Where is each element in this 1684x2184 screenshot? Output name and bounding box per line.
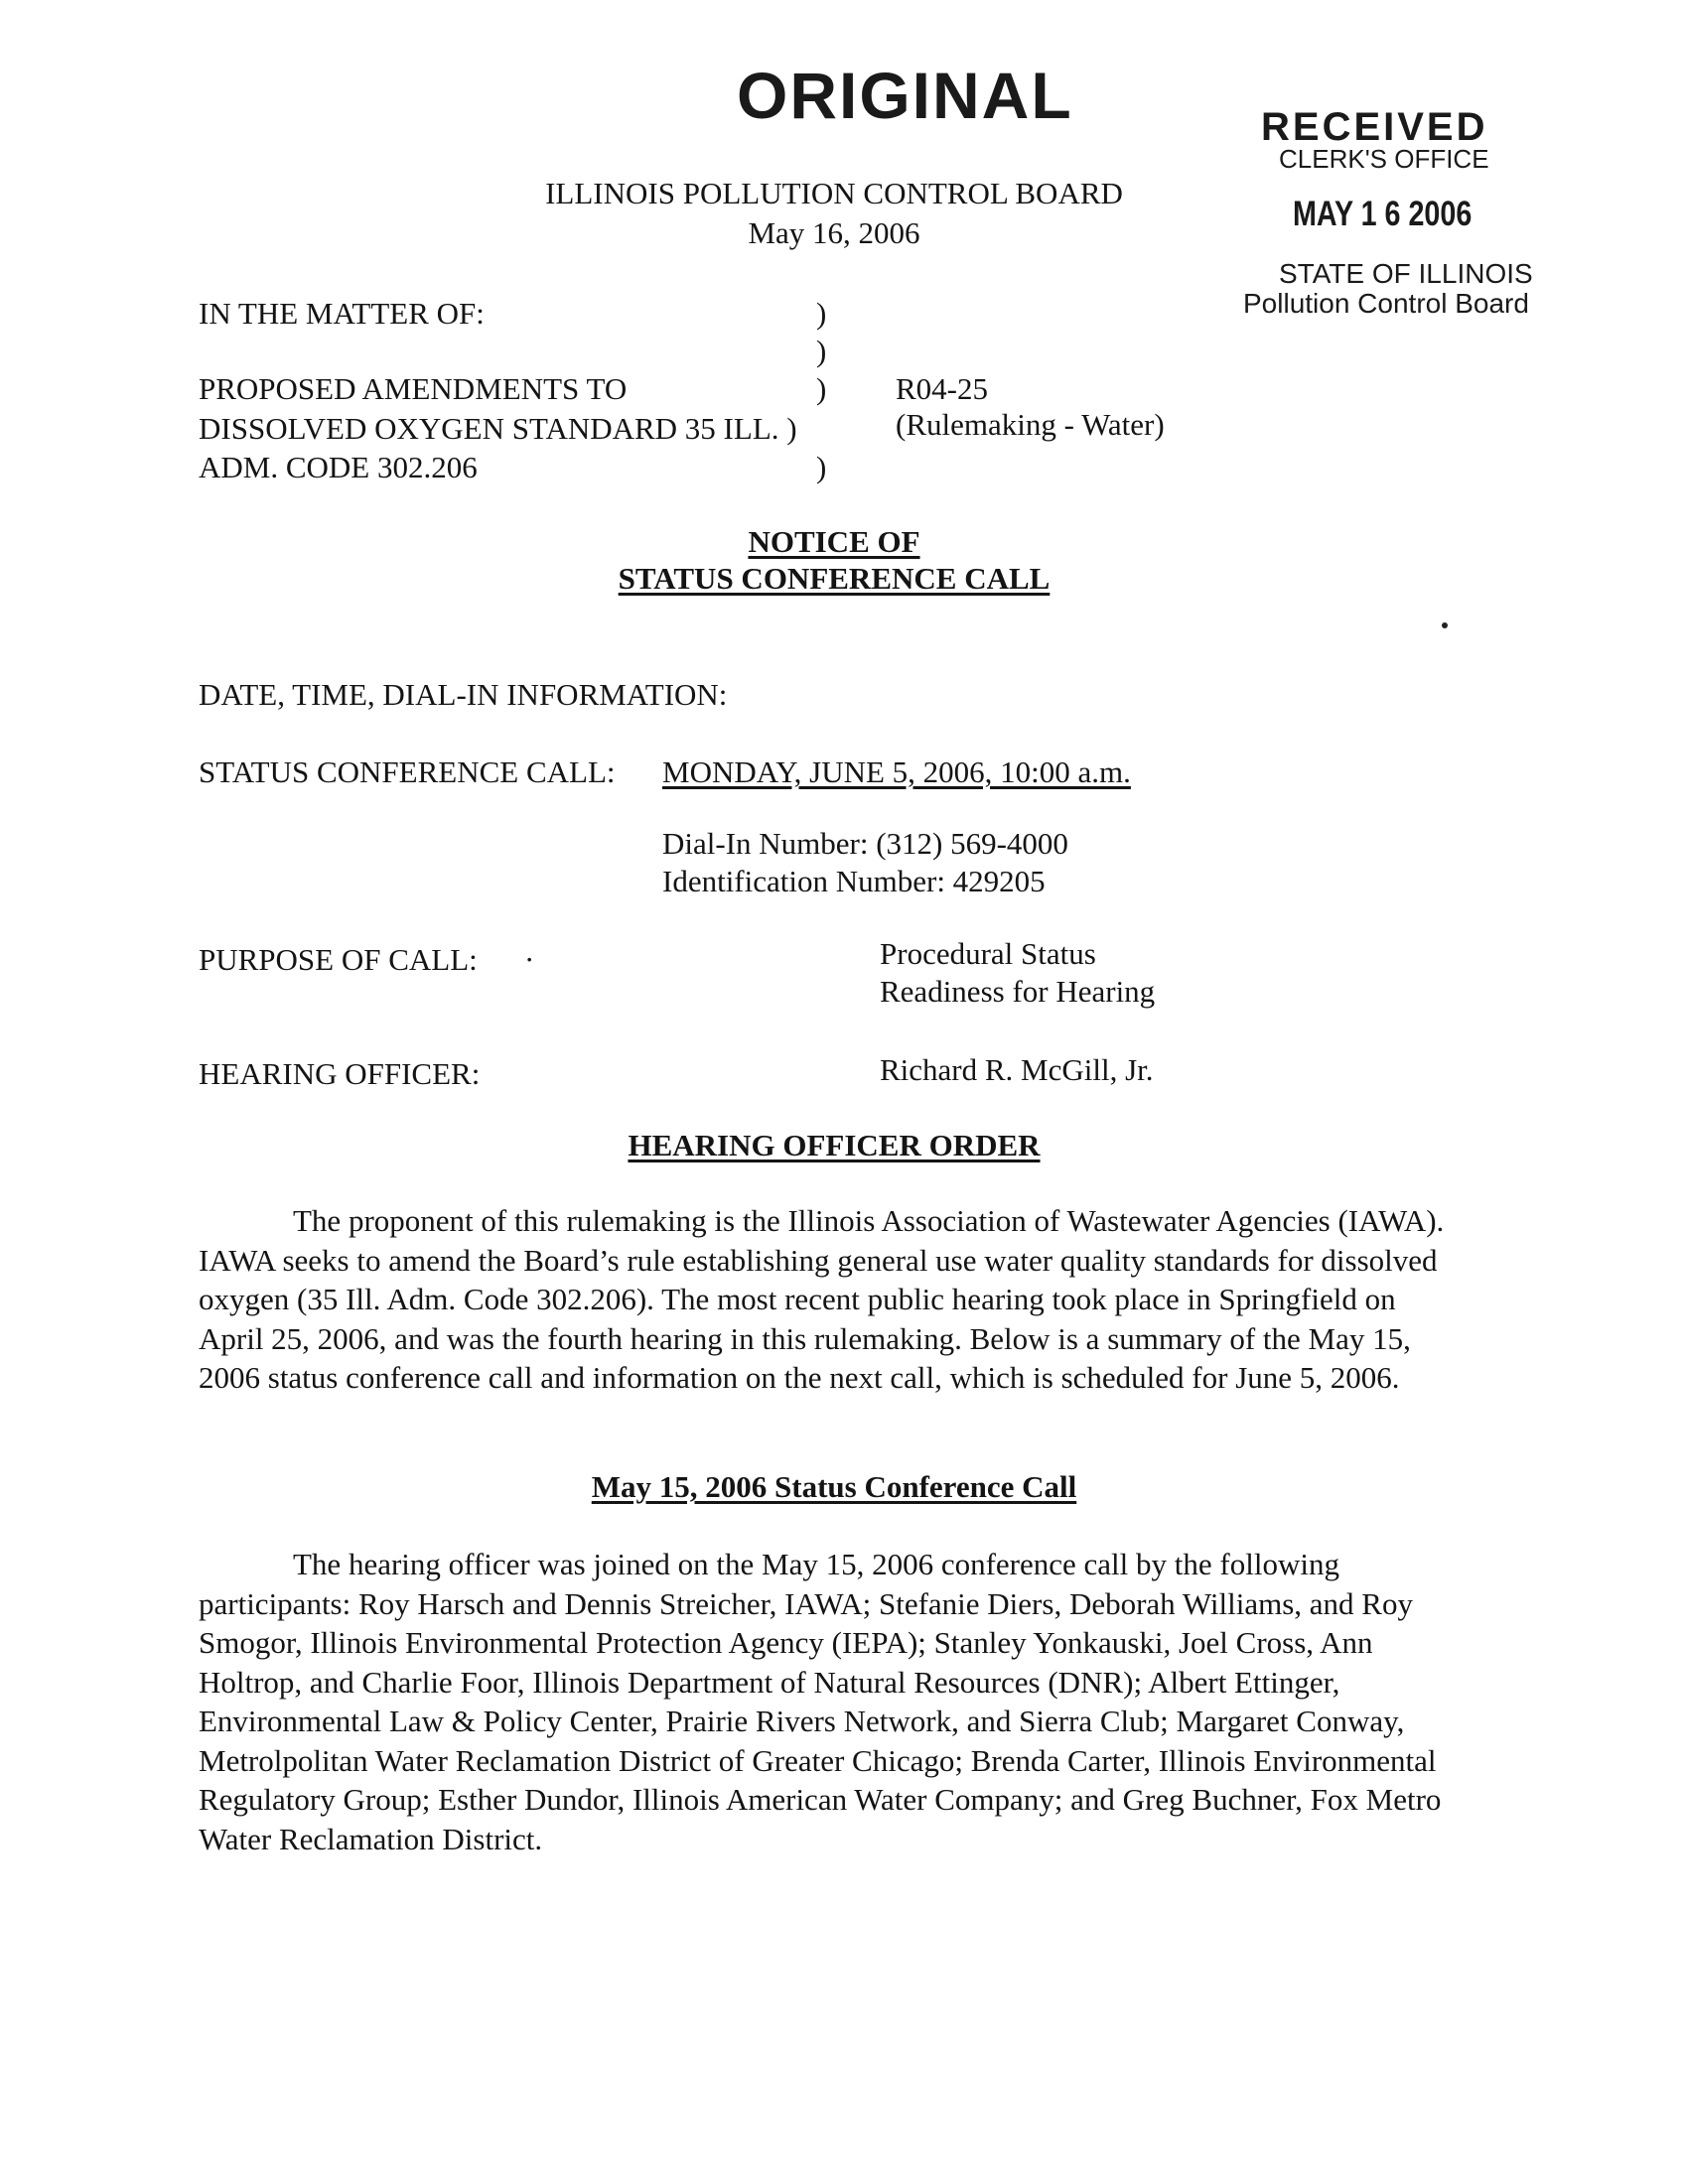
caption-line-2: DISSOLVED OXYGEN STANDARD 35 ILL. ) [199, 411, 797, 446]
purpose-item-2: Readiness for Hearing [880, 974, 1156, 1009]
received-stamp-title: RECEIVED [1261, 105, 1488, 149]
dial-in-number: Dial-In Number: (312) 569-4000 [662, 826, 1068, 861]
dial-in-heading: DATE, TIME, DIAL-IN INFORMATION: [199, 677, 728, 712]
document-date: May 16, 2006 [748, 215, 920, 250]
caption-line-1: PROPOSED AMENDMENTS TO [199, 371, 628, 406]
caption-paren: ) [816, 334, 827, 368]
identification-number: Identification Number: 429205 [662, 864, 1046, 898]
notice-title-line-1: NOTICE OF [748, 524, 920, 559]
caption-line-3: ADM. CODE 302.206 [199, 450, 478, 484]
agency-name: ILLINOIS POLLUTION CONTROL BOARD [545, 176, 1123, 210]
caption-paren: ) [816, 371, 827, 406]
caption-matter: IN THE MATTER OF: [199, 296, 485, 331]
scan-speck [1442, 622, 1448, 628]
order-paragraph-2: The hearing officer was joined on the May 15, 2006 conference call by the following participants: Roy Harsch and Dennis Streicher, IAWA; Stefanie Diers, Deborah Williams, and Roy Smogor, Illinois Environmental Protection Agency (IEPA); Stanley Yonkauski, Joel Cross, Ann Holtrop, and Charlie Foor, Illinois Department of Natural Resources (DNR); Albert Ettinger, Environmental Law & Policy Center, Prairie Rivers Network, and Sierra Club; Margaret Conway, Metrolpolitan Water Reclamation District of Greater Chicago; Brenda Carter, Illinois Environmental Regulatory Group; Esther Dundor, Illinois American Water Company; and Greg Buchner, Fox Metro Water Reclamation District. [199, 1547, 1442, 1856]
docket-type: (Rulemaking - Water) [896, 407, 1165, 442]
order-paragraph-1: The proponent of this rulemaking is the Illinois Association of Wastewater Agencies (IAWA). IAWA seeks to amend the Board’s rule establishing general use water quality standards for dissolved oxygen (35 Ill. Adm. Code 302.206). The most recent public hearing took place in Springfield on April 25, 2006, and was the fourth hearing in this rulemaking. Below is a summary of the May 15, 2006 status conference call and information on the next call, which is scheduled for June 5, 2006. [199, 1203, 1445, 1395]
caption-paren: ) [816, 296, 827, 331]
purpose-mark: · [524, 942, 535, 977]
summary-subheading: May 15, 2006 Status Conference Call [591, 1469, 1077, 1504]
received-stamp-board: Pollution Control Board [1243, 288, 1529, 319]
hearing-officer-name: Richard R. McGill, Jr. [880, 1052, 1154, 1087]
hearing-officer-label: HEARING OFFICER: [199, 1056, 481, 1091]
purpose-item-1: Procedural Status [880, 936, 1096, 971]
original-stamp: ORIGINAL [737, 59, 1073, 132]
notice-title-line-2: STATUS CONFERENCE CALL [618, 561, 1051, 596]
received-stamp-office: CLERK'S OFFICE [1279, 144, 1489, 174]
received-stamp-state: STATE OF ILLINOIS [1279, 258, 1533, 289]
caption-paren: ) [816, 450, 827, 484]
call-label: STATUS CONFERENCE CALL: [199, 754, 616, 789]
order-heading: HEARING OFFICER ORDER [628, 1128, 1041, 1162]
received-stamp-date: MAY 1 6 2006 [1293, 195, 1473, 233]
purpose-label: PURPOSE OF CALL: [199, 942, 478, 977]
call-datetime: MONDAY, JUNE 5, 2006, 10:00 a.m. [662, 754, 1131, 789]
docket-number: R04-25 [896, 371, 988, 406]
